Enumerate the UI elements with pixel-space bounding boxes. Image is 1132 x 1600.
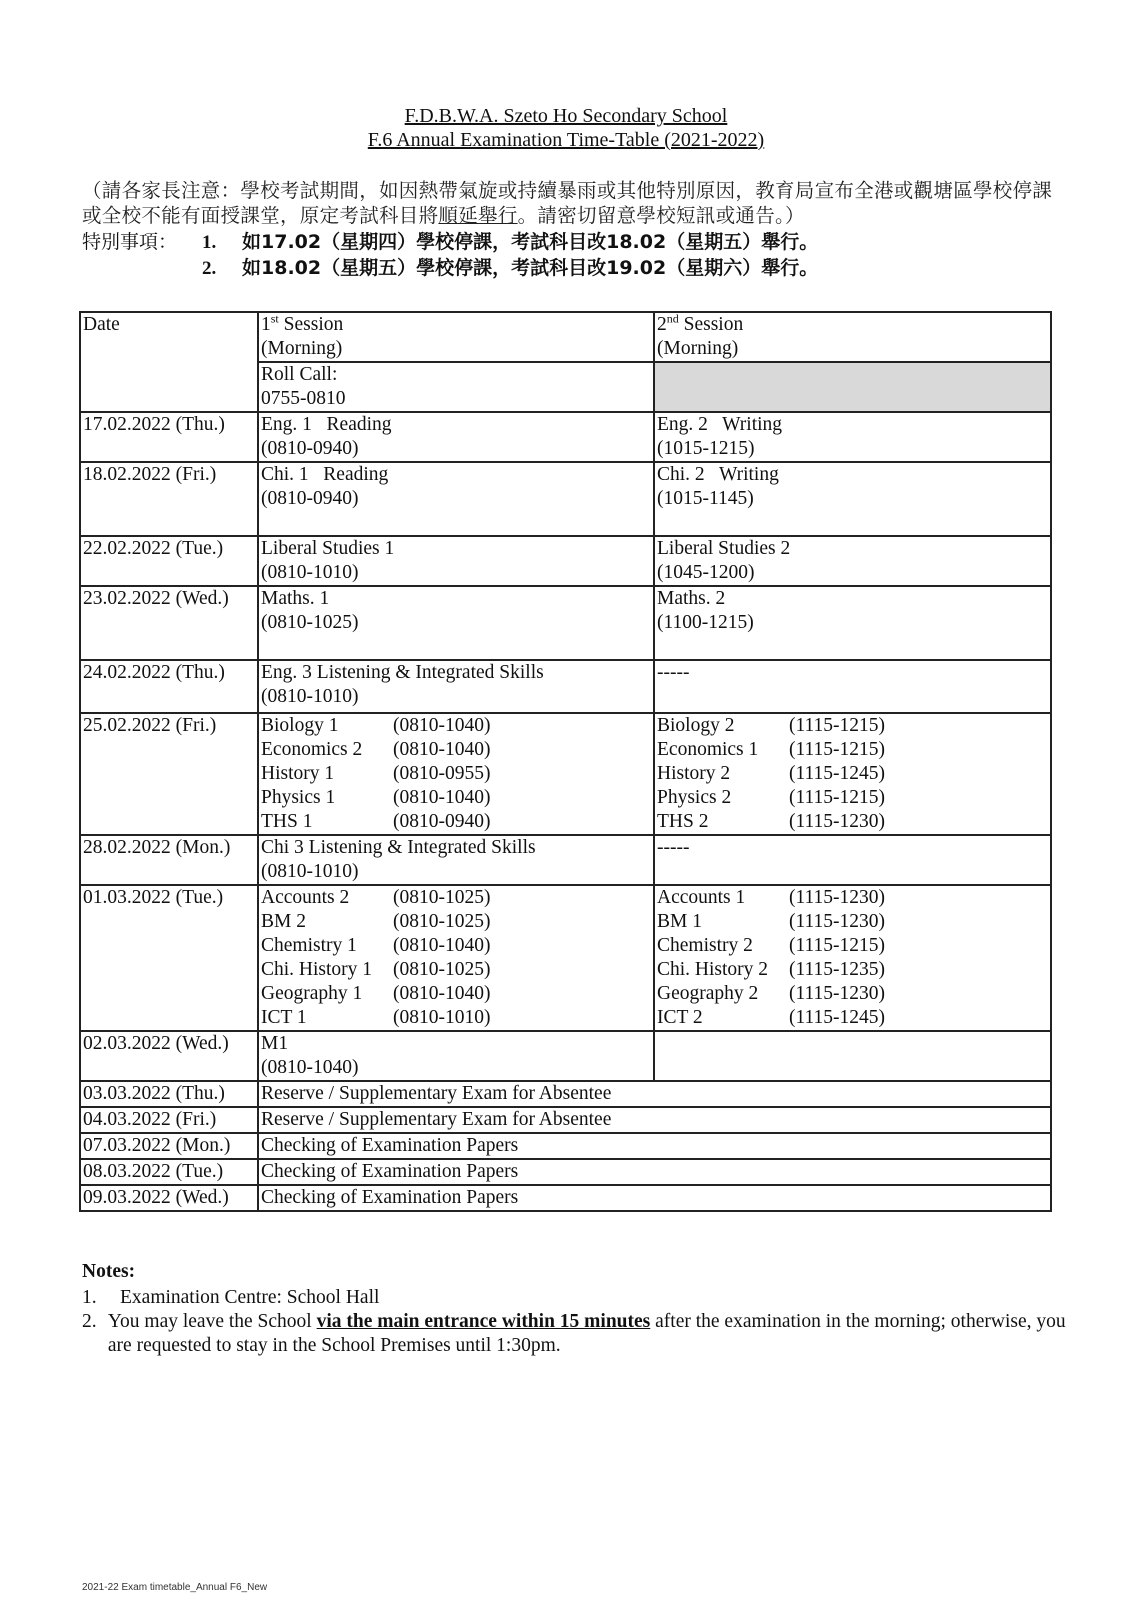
subject-line: Economics 2 (0810-1040) bbox=[261, 739, 491, 760]
parent-notice: （請各家長注意：學校考試期間，如因熱帶氣旋或持續暴雨或其他特別原因，教育局宣布全港或觀塘區學校停課或全校不能有面授課堂，原定考試科目將順延舉行。請密切留意學校短訊或通告。） bbox=[82, 179, 1053, 227]
session2-cell: Eng. 2 Writing (1015-1215) bbox=[654, 412, 1051, 462]
date-cell: 03.03.2022 (Thu.) bbox=[80, 1081, 258, 1107]
subject-line: History 2 (1115-1245) bbox=[657, 763, 886, 784]
subject-line: Biology 2 (1115-1215) bbox=[657, 715, 886, 736]
table-row bbox=[80, 1159, 1051, 1185]
subject-line: BM 2 (0810-1025) bbox=[261, 911, 491, 932]
table-header-row bbox=[80, 312, 1051, 362]
subject-line: Accounts 2 (0810-1025) bbox=[261, 887, 491, 908]
page-title: F.6 Annual Examination Time-Table (2021-2022) bbox=[367, 129, 765, 151]
table-row bbox=[80, 536, 1051, 586]
session2-cell bbox=[654, 1031, 1051, 1081]
table-row bbox=[80, 1185, 1051, 1211]
merged-cell: Reserve / Supplementary Exam for Absentee bbox=[258, 1081, 1051, 1107]
date-cell: 22.02.2022 (Tue.) bbox=[80, 536, 258, 586]
date-cell: 07.03.2022 (Mon.) bbox=[80, 1133, 258, 1159]
date-cell: 24.02.2022 (Thu.) bbox=[80, 660, 258, 713]
date-cell: 28.02.2022 (Mon.) bbox=[80, 835, 258, 885]
subject-line: THS 2 (1115-1230) bbox=[657, 811, 886, 832]
roll-call-empty-cell bbox=[654, 362, 1051, 412]
subject-line: Chemistry 1 (0810-1040) bbox=[261, 935, 491, 956]
school-name: F.D.B.W.A. Szeto Ho Secondary School bbox=[404, 105, 728, 127]
exam-timetable bbox=[79, 311, 1052, 1212]
subject-line: Chi. History 2 (1115-1235) bbox=[657, 959, 886, 980]
session2-cell: Chi. 2 Writing (1015-1145) bbox=[654, 462, 1051, 536]
roll-call-cell: Roll Call: 0755-0810 bbox=[258, 362, 654, 412]
notes-title: Notes: bbox=[82, 1261, 136, 1282]
subject-line: Geography 1 (0810-1040) bbox=[261, 983, 491, 1004]
table-row bbox=[80, 1081, 1051, 1107]
date-cell: 09.03.2022 (Wed.) bbox=[80, 1185, 258, 1211]
session2-cell bbox=[654, 885, 1051, 1031]
notes-section bbox=[82, 1260, 1072, 1358]
table-row bbox=[80, 1107, 1051, 1133]
table-row bbox=[80, 835, 1051, 885]
subject-line: Economics 1 (1115-1215) bbox=[657, 739, 886, 760]
subject-line: ICT 2 (1115-1245) bbox=[657, 1007, 886, 1028]
date-cell: 17.02.2022 (Thu.) bbox=[80, 412, 258, 462]
footer-filename: 2021-22 Exam timetable_Annual F6_New bbox=[82, 1582, 268, 1593]
subject-line: ICT 1 (0810-1010) bbox=[261, 1007, 491, 1028]
subject-line: Chemistry 2 (1115-1215) bbox=[657, 935, 886, 956]
session1-cell: Chi. 1 Reading (0810-0940) bbox=[258, 462, 654, 536]
subject-line: History 1 (0810-0955) bbox=[261, 763, 491, 784]
date-cell: 18.02.2022 (Fri.) bbox=[80, 462, 258, 536]
session1-cell bbox=[258, 713, 654, 835]
subject-line: BM 1 (1115-1230) bbox=[657, 911, 886, 932]
session2-cell: Liberal Studies 2 (1045-1200) bbox=[654, 536, 1051, 586]
table-row bbox=[80, 412, 1051, 462]
session2-cell: ----- bbox=[654, 835, 1051, 885]
table-row bbox=[80, 586, 1051, 660]
session2-cell: ----- bbox=[654, 660, 1051, 713]
date-cell: 25.02.2022 (Fri.) bbox=[80, 713, 258, 835]
merged-cell: Reserve / Supplementary Exam for Absentee bbox=[258, 1107, 1051, 1133]
note-2: 2. You may leave the School via the main entrance within 15 minutes after the examination in the morning; otherwise, you are requested to stay in the School Premises until 1:30pm. bbox=[82, 1311, 1066, 1356]
session1-cell: M1 (0810-1040) bbox=[258, 1031, 654, 1081]
session1-cell bbox=[258, 885, 654, 1031]
date-cell: 23.02.2022 (Wed.) bbox=[80, 586, 258, 660]
session1-cell: Eng. 3 Listening & Integrated Skills (0810-1010) bbox=[258, 660, 654, 713]
date-cell: 04.03.2022 (Fri.) bbox=[80, 1107, 258, 1133]
date-cell: 02.03.2022 (Wed.) bbox=[80, 1031, 258, 1081]
special-label: 特別事項： bbox=[82, 231, 178, 253]
special-item-1: 特別事項： 1. 如17.02（星期四）學校停課，考試科目改18.02（星期五）舉行。 bbox=[82, 231, 819, 253]
date-cell: 01.03.2022 (Tue.) bbox=[80, 885, 258, 1031]
table-row bbox=[80, 713, 1051, 835]
note-1: 1. Examination Centre: School Hall bbox=[82, 1287, 380, 1308]
subject-line: Geography 2 (1115-1230) bbox=[657, 983, 886, 1004]
subject-line: Chi. History 1 (0810-1025) bbox=[261, 959, 491, 980]
subject-line: THS 1 (0810-0940) bbox=[261, 811, 491, 832]
table-row bbox=[80, 1133, 1051, 1159]
session2-cell: Maths. 2 (1100-1215) bbox=[654, 586, 1051, 660]
session1-cell: Chi 3 Listening & Integrated Skills (0810-1010) bbox=[258, 835, 654, 885]
subject-line: Physics 2 (1115-1215) bbox=[657, 787, 886, 808]
session1-cell: Eng. 1 Reading (0810-0940) bbox=[258, 412, 654, 462]
date-cell: 08.03.2022 (Tue.) bbox=[80, 1159, 258, 1185]
session1-cell: Liberal Studies 1 (0810-1010) bbox=[258, 536, 654, 586]
table-row bbox=[80, 1031, 1051, 1081]
subject-line: Accounts 1 (1115-1230) bbox=[657, 887, 886, 908]
session1-header: 1st Session (Morning) bbox=[258, 312, 654, 362]
subject-line: Physics 1 (0810-1040) bbox=[261, 787, 491, 808]
merged-cell: Checking of Examination Papers bbox=[258, 1185, 1051, 1211]
table-row bbox=[80, 462, 1051, 536]
session2-header: 2nd Session (Morning) bbox=[654, 312, 1051, 362]
subject-line: Biology 1 (0810-1040) bbox=[261, 715, 491, 736]
merged-cell: Checking of Examination Papers bbox=[258, 1133, 1051, 1159]
table-row bbox=[80, 660, 1051, 713]
table-row bbox=[80, 885, 1051, 1031]
date-header: Date bbox=[80, 312, 258, 412]
merged-cell: Checking of Examination Papers bbox=[258, 1159, 1051, 1185]
special-item-2: 2. 如18.02（星期五）學校停課，考試科目改19.02（星期六）舉行。 bbox=[202, 257, 819, 279]
session2-cell bbox=[654, 713, 1051, 835]
session1-cell: Maths. 1 (0810-1025) bbox=[258, 586, 654, 660]
